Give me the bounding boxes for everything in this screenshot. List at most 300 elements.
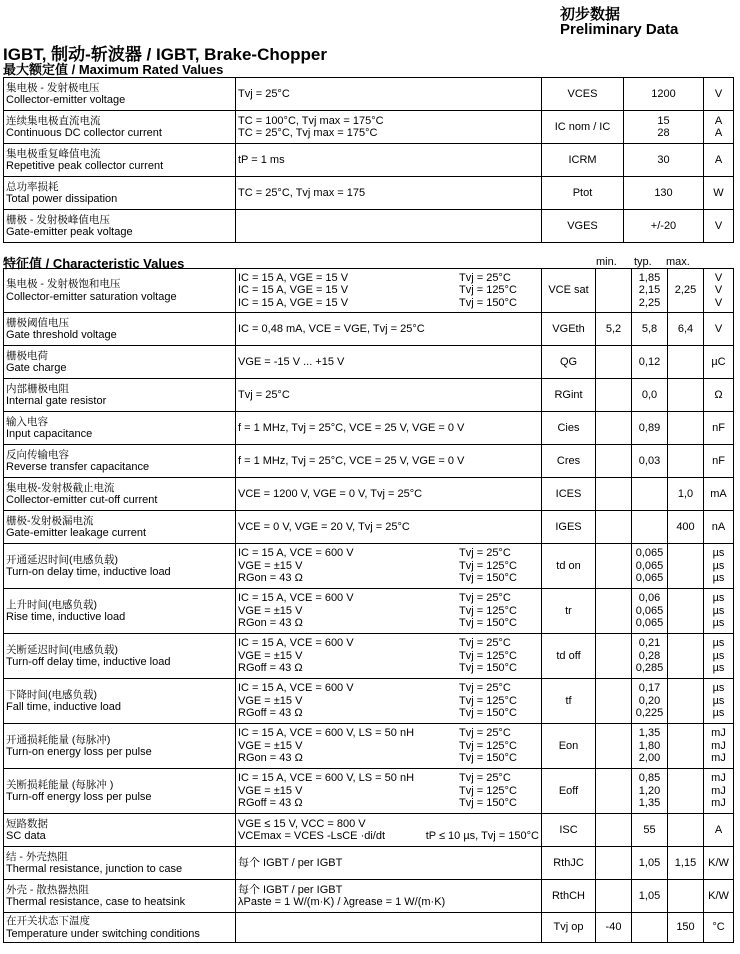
unit <box>704 634 734 679</box>
symbol: td on <box>542 544 596 589</box>
value-min <box>596 679 632 724</box>
unit-line: nF <box>712 454 725 467</box>
table-row <box>4 511 734 544</box>
unit-line: Ω <box>714 388 723 401</box>
temperature-condition: Tvj = 125°C <box>459 559 517 572</box>
table-row <box>4 880 734 913</box>
value-typ-line: 0,20 <box>638 694 661 707</box>
value-max <box>668 814 704 847</box>
condition-line: TC = 100°C, Tvj max = 175°C <box>238 114 384 127</box>
parameter-name-en: Turn-off delay time, inductive load <box>6 656 171 668</box>
parameter-name-cn: 集电极 - 发射极电压 <box>6 81 100 94</box>
table-row <box>4 412 734 445</box>
value-typ-line: 1,80 <box>638 739 661 752</box>
condition-text: VGE = ±15 V <box>238 559 303 572</box>
temperature-condition: Tvj = 25°C <box>459 682 511 695</box>
value-typ <box>632 880 668 913</box>
condition-line <box>238 572 539 585</box>
condition <box>236 769 542 814</box>
unit-line: nA <box>711 520 726 533</box>
symbol: td off <box>542 634 596 679</box>
condition <box>236 847 542 880</box>
value-max <box>668 880 704 913</box>
value-typ-line: 0,065 <box>635 572 664 585</box>
unit-line: V <box>714 271 723 284</box>
parameter-name <box>4 679 236 724</box>
condition <box>236 412 542 445</box>
symbol: ISC <box>542 814 596 847</box>
value-min <box>596 445 632 478</box>
unit-line: µs <box>712 572 725 585</box>
condition-line <box>238 857 539 870</box>
condition-line: tP = 1 ms <box>238 153 285 166</box>
parameter-name-cn: 连续集电极直流电流 <box>6 114 101 127</box>
unit <box>704 78 734 111</box>
condition-text: λPaste = 1 W/(m·K) / λgrease = 1 W/(m·K) <box>238 896 446 908</box>
unit-line: V <box>714 284 723 297</box>
condition-text: RGoff = 43 Ω <box>238 797 303 810</box>
section-title-max-rated: 最大额定值 / Maximum Rated Values <box>3 62 224 77</box>
value-max-line: 6,4 <box>677 322 694 335</box>
parameter-name <box>4 210 236 243</box>
condition-line <box>238 752 539 765</box>
parameter-name-cn: 开通损耗能量 (每脉冲) <box>6 733 111 746</box>
temperature-condition: Tvj = 25°C <box>459 727 511 740</box>
value-min <box>596 724 632 769</box>
condition <box>236 814 542 847</box>
parameter-name-cn: 总功率损耗 <box>6 180 59 193</box>
unit-line: µs <box>712 649 725 662</box>
condition-text: VCE = 0 V, VGE = 20 V, Tvj = 25°C <box>238 520 410 533</box>
parameter-name <box>4 144 236 177</box>
unit <box>704 847 734 880</box>
parameter-name <box>4 544 236 589</box>
condition-line <box>238 617 539 630</box>
condition-text: IC = 15 A, VCE = 600 V <box>238 547 354 560</box>
table-row <box>4 313 734 346</box>
unit <box>704 144 734 177</box>
unit-line: A <box>714 127 723 139</box>
condition-line <box>238 220 539 233</box>
value-typ-line: 1,35 <box>638 797 661 810</box>
unit-line: mJ <box>711 772 726 785</box>
symbol: QG <box>542 346 596 379</box>
table-row <box>4 634 734 679</box>
temperature-condition: Tvj = 25°C <box>459 772 511 785</box>
condition-text: IC = 15 A, VCE = 600 V, LS = 50 nH <box>238 727 415 740</box>
value-min <box>596 769 632 814</box>
parameter-name-cn: 关断延迟时间(电感负载) <box>6 643 118 656</box>
unit <box>704 880 734 913</box>
condition-text: RGoff = 43 Ω <box>238 662 303 675</box>
value-typ <box>632 511 668 544</box>
value-typ-line: 0,285 <box>635 662 664 675</box>
value-typ-line: 2,00 <box>638 752 661 765</box>
condition-text: VCE = 1200 V, VGE = 0 V, Tvj = 25°C <box>238 487 423 500</box>
unit-line: µs <box>712 637 725 650</box>
value-max <box>668 589 704 634</box>
condition-line <box>238 637 539 650</box>
parameter-name-en: Gate charge <box>6 362 67 374</box>
condition <box>236 379 542 412</box>
parameter-name <box>4 724 236 769</box>
condition-line <box>238 896 539 909</box>
unit <box>704 412 734 445</box>
symbol: ICRM <box>542 144 624 177</box>
value-typ <box>632 313 668 346</box>
table-row <box>4 913 734 943</box>
symbol: RthCH <box>542 880 596 913</box>
temperature-condition: Tvj = 25°C <box>459 592 511 605</box>
unit <box>704 769 734 814</box>
parameter-name <box>4 847 236 880</box>
condition-text: VGE = ±15 V <box>238 604 303 617</box>
symbol: VGEth <box>542 313 596 346</box>
symbol: VCE sat <box>542 269 596 313</box>
condition-line <box>238 422 539 435</box>
symbol: ICES <box>542 478 596 511</box>
condition-text: IC = 15 A, VCE = 600 V <box>238 682 354 695</box>
table-row <box>4 346 734 379</box>
parameter-name-cn: 栅极电荷 <box>6 349 48 362</box>
symbol: Ptot <box>542 177 624 210</box>
unit <box>704 814 734 847</box>
value-max-line: 150 <box>676 921 695 934</box>
condition-line <box>238 356 539 369</box>
value-typ-line: 0,0 <box>641 388 658 401</box>
condition-text: RGon = 43 Ω <box>238 752 303 765</box>
parameter-name-cn: 输入电容 <box>6 415 48 428</box>
condition-line: TC = 25°C, Tvj max = 175°C <box>238 127 378 139</box>
parameter-name <box>4 589 236 634</box>
condition-text: IC = 15 A, VGE = 15 V <box>238 271 349 284</box>
parameter-name-en: Gate-emitter leakage current <box>6 527 147 539</box>
value <box>624 177 704 210</box>
value-max <box>668 511 704 544</box>
symbol: VCES <box>542 78 624 111</box>
condition-line <box>238 650 539 663</box>
parameter-name-cn: 结 - 外壳热阻 <box>6 850 68 863</box>
condition-text: RGon = 43 Ω <box>238 572 303 585</box>
condition <box>236 177 542 210</box>
condition-line <box>238 921 539 934</box>
condition-line <box>238 884 539 897</box>
value-typ-line: 0,17 <box>638 682 661 695</box>
parameter-name-en: Internal gate resistor <box>6 395 107 407</box>
symbol: Cres <box>542 445 596 478</box>
parameter-name-cn: 开通延迟时间(电感负载) <box>6 553 118 566</box>
parameter-name-cn: 集电极 - 发射极饱和电压 <box>6 278 121 290</box>
condition-text: IC = 15 A, VGE = 15 V <box>238 284 349 297</box>
condition-text: f = 1 MHz, Tvj = 25°C, VCE = 25 V, VGE = 0 V <box>238 454 465 467</box>
condition-line <box>238 455 539 468</box>
value-typ-line: 0,065 <box>635 547 664 560</box>
symbol: tf <box>542 679 596 724</box>
parameter-name-cn: 在开关状态下温度 <box>6 915 90 927</box>
condition-line <box>238 727 539 740</box>
unit-line: mJ <box>711 784 726 797</box>
value-max <box>668 379 704 412</box>
condition-line <box>238 785 539 798</box>
value-typ <box>632 847 668 880</box>
condition-text: IC = 15 A, VCE = 600 V <box>238 637 354 650</box>
temperature-condition: Tvj = 150°C <box>459 572 517 585</box>
temperature-condition: Tvj = 125°C <box>459 649 517 662</box>
temperature-condition: Tvj = 25°C <box>459 637 511 650</box>
unit-line: V <box>714 322 723 335</box>
parameter-name-en: Turn-off energy loss per pulse <box>6 791 152 803</box>
condition <box>236 445 542 478</box>
condition-line <box>238 560 539 573</box>
condition <box>236 913 542 943</box>
parameter-name <box>4 511 236 544</box>
value-typ-line: 1,85 <box>638 271 661 284</box>
unit <box>704 589 734 634</box>
value-max-line: 1,15 <box>674 856 697 869</box>
column-header-typ: typ. <box>634 256 652 268</box>
parameter-name-en: Collector-emitter voltage <box>6 94 126 106</box>
value-max <box>668 412 704 445</box>
value-line: 130 <box>654 186 673 199</box>
temperature-condition: Tvj = 125°C <box>459 284 517 297</box>
unit-line: µs <box>712 547 725 560</box>
unit-line: mA <box>710 487 727 500</box>
max-rated-table <box>3 77 734 243</box>
unit-line: µs <box>712 682 725 695</box>
symbol: IC nom / IC <box>542 111 624 144</box>
table-row <box>4 544 734 589</box>
parameter-name-en: Collector-emitter saturation voltage <box>6 290 177 303</box>
temperature-condition: Tvj = 150°C <box>459 797 517 810</box>
condition-line <box>238 740 539 753</box>
parameter-name <box>4 814 236 847</box>
value-min <box>596 880 632 913</box>
condition-line <box>238 662 539 675</box>
parameter-name <box>4 111 236 144</box>
value-min <box>596 589 632 634</box>
condition <box>236 313 542 346</box>
condition <box>236 880 542 913</box>
parameter-name <box>4 177 236 210</box>
condition <box>236 544 542 589</box>
value <box>624 78 704 111</box>
parameter-name-cn: 内部栅极电阻 <box>6 382 69 395</box>
symbol: Cies <box>542 412 596 445</box>
value-max <box>668 769 704 814</box>
table-row <box>4 177 734 210</box>
unit-line: nF <box>712 421 725 434</box>
unit-line: µs <box>712 662 725 675</box>
temperature-condition: Tvj = 150°C <box>459 617 517 630</box>
value-max <box>668 269 704 313</box>
table-row <box>4 814 734 847</box>
table-row <box>4 144 734 177</box>
unit <box>704 445 734 478</box>
unit <box>704 478 734 511</box>
condition-line <box>238 818 539 831</box>
condition-text: IC = 15 A, VCE = 600 V <box>238 592 354 605</box>
value-typ-line: 0,21 <box>638 637 661 650</box>
unit-line: K/W <box>708 856 729 869</box>
condition-line: Tvj = 25°C <box>238 87 290 100</box>
temperature-condition <box>459 818 539 831</box>
condition <box>236 111 542 144</box>
symbol: RGint <box>542 379 596 412</box>
value-typ-line: 0,065 <box>635 604 664 617</box>
condition-line <box>238 272 539 285</box>
table-row <box>4 769 734 814</box>
condition <box>236 589 542 634</box>
column-header-min: min. <box>596 256 617 268</box>
condition-text: IC = 15 A, VCE = 600 V, LS = 50 nH <box>238 772 415 785</box>
parameter-name-cn: 栅极 - 发射极峰值电压 <box>6 213 110 226</box>
parameter-name-en: Gate threshold voltage <box>6 329 117 341</box>
parameter-name <box>4 913 236 943</box>
value-max <box>668 313 704 346</box>
value-typ <box>632 724 668 769</box>
value-min <box>596 913 632 943</box>
unit-line: mJ <box>711 739 726 752</box>
table-row <box>4 210 734 243</box>
condition-text: Tvj = 25°C <box>238 388 290 401</box>
value-typ-line: 0,225 <box>635 707 664 720</box>
parameter-name-en: SC data <box>6 830 46 842</box>
value-max-line: 2,25 <box>674 284 697 297</box>
value-max <box>668 544 704 589</box>
symbol: RthJC <box>542 847 596 880</box>
unit-line: W <box>713 186 724 199</box>
parameter-name-cn: 下降时间(电感负载) <box>6 688 97 701</box>
condition <box>236 724 542 769</box>
temperature-condition: Tvj = 125°C <box>459 604 517 617</box>
unit <box>704 679 734 724</box>
parameter-name-en: Thermal resistance, case to heatsink <box>6 896 186 908</box>
unit-line: V <box>714 87 723 100</box>
value-typ <box>632 478 668 511</box>
table-row <box>4 78 734 111</box>
condition <box>236 144 542 177</box>
condition-text: IC = 15 A, VGE = 15 V <box>238 296 349 309</box>
condition <box>236 478 542 511</box>
value-typ-line: 1,20 <box>638 784 661 797</box>
parameter-name <box>4 78 236 111</box>
parameter-name-en: Temperature under switching conditions <box>6 927 200 940</box>
preliminary-data-cn: 初步数据 <box>560 6 621 23</box>
value-typ-line: 0,065 <box>635 559 664 572</box>
value-min <box>596 511 632 544</box>
unit-line: µs <box>712 707 725 720</box>
value-typ <box>632 412 668 445</box>
parameter-name-en: Fall time, inductive load <box>6 701 121 713</box>
unit-line: V <box>714 219 723 232</box>
table-row <box>4 445 734 478</box>
value-typ-line: 5,8 <box>641 322 658 335</box>
parameter-name-en: Total power dissipation <box>6 193 118 205</box>
parameter-name <box>4 313 236 346</box>
symbol: IGES <box>542 511 596 544</box>
parameter-name-cn: 短路数据 <box>6 817 48 830</box>
value-typ <box>632 346 668 379</box>
value-typ <box>632 679 668 724</box>
temperature-condition: Tvj = 25°C <box>459 547 511 560</box>
value-typ-line: 0,06 <box>638 592 661 605</box>
value-typ <box>632 379 668 412</box>
unit-line: K/W <box>708 889 729 902</box>
unit <box>704 269 734 313</box>
value-max <box>668 724 704 769</box>
parameter-name-en: Thermal resistance, junction to case <box>6 863 183 875</box>
table-row <box>4 847 734 880</box>
condition-text: VGE ≤ 15 V, VCC = 800 V <box>238 817 366 830</box>
value-max <box>668 847 704 880</box>
value-typ-line: 0,065 <box>635 617 664 630</box>
parameter-name-en: Continuous DC collector current <box>6 127 162 139</box>
condition <box>236 78 542 111</box>
parameter-name-en: Input capacitance <box>6 428 93 440</box>
value-max <box>668 478 704 511</box>
unit-line: µs <box>712 559 725 572</box>
parameter-name <box>4 379 236 412</box>
temperature-condition: Tvj = 25°C <box>459 271 511 284</box>
condition-line <box>238 547 539 560</box>
condition-text: VGE = ±15 V <box>238 784 303 797</box>
value <box>624 111 704 144</box>
symbol: tr <box>542 589 596 634</box>
parameter-name-en: Collector-emitter cut-off current <box>6 494 158 506</box>
parameter-name-cn: 栅极阈值电压 <box>6 316 69 329</box>
condition-line <box>238 323 539 336</box>
parameter-name-en: Turn-on delay time, inductive load <box>6 566 171 578</box>
temperature-condition: Tvj = 125°C <box>459 784 517 797</box>
parameter-name-cn: 栅极-发射极漏电流 <box>6 514 94 527</box>
value-min <box>596 269 632 313</box>
parameter-name-en: Repetitive peak collector current <box>6 160 164 172</box>
table-row <box>4 111 734 144</box>
unit <box>704 913 734 943</box>
condition <box>236 511 542 544</box>
condition-text: RGon = 43 Ω <box>238 617 303 630</box>
value-min <box>596 847 632 880</box>
value-line: 30 <box>657 153 670 166</box>
table-row <box>4 478 734 511</box>
condition-text: RGoff = 43 Ω <box>238 707 303 720</box>
value-min <box>596 313 632 346</box>
unit-line: µs <box>712 592 725 605</box>
value-typ-line: 0,89 <box>638 421 661 434</box>
unit-line: A <box>714 823 723 836</box>
temperature-condition: Tvj = 125°C <box>459 739 517 752</box>
table-row <box>4 679 734 724</box>
symbol: VGES <box>542 210 624 243</box>
parameter-name-cn: 关断损耗能量 (每脉冲 ) <box>6 778 114 791</box>
condition-text: VGE = -15 V ... +15 V <box>238 355 345 368</box>
temperature-condition: tP ≤ 10 µs, Tvj = 150°C <box>425 830 539 842</box>
condition-line <box>238 488 539 501</box>
unit-line: A <box>714 153 723 166</box>
value-max <box>668 634 704 679</box>
unit-line: V <box>714 296 723 309</box>
value-line: +/-20 <box>650 219 677 232</box>
parameter-name <box>4 412 236 445</box>
parameter-name-cn: 外壳 - 散热器热阻 <box>6 883 89 896</box>
condition <box>236 679 542 724</box>
parameter-name-cn: 集电极重复峰值电流 <box>6 147 101 160</box>
condition-text: f = 1 MHz, Tvj = 25°C, VCE = 25 V, VGE = 0 V <box>238 421 465 434</box>
unit-line: mJ <box>711 752 726 765</box>
condition-line <box>238 707 539 720</box>
symbol: Eoff <box>542 769 596 814</box>
value-min-line: 5,2 <box>605 322 622 335</box>
